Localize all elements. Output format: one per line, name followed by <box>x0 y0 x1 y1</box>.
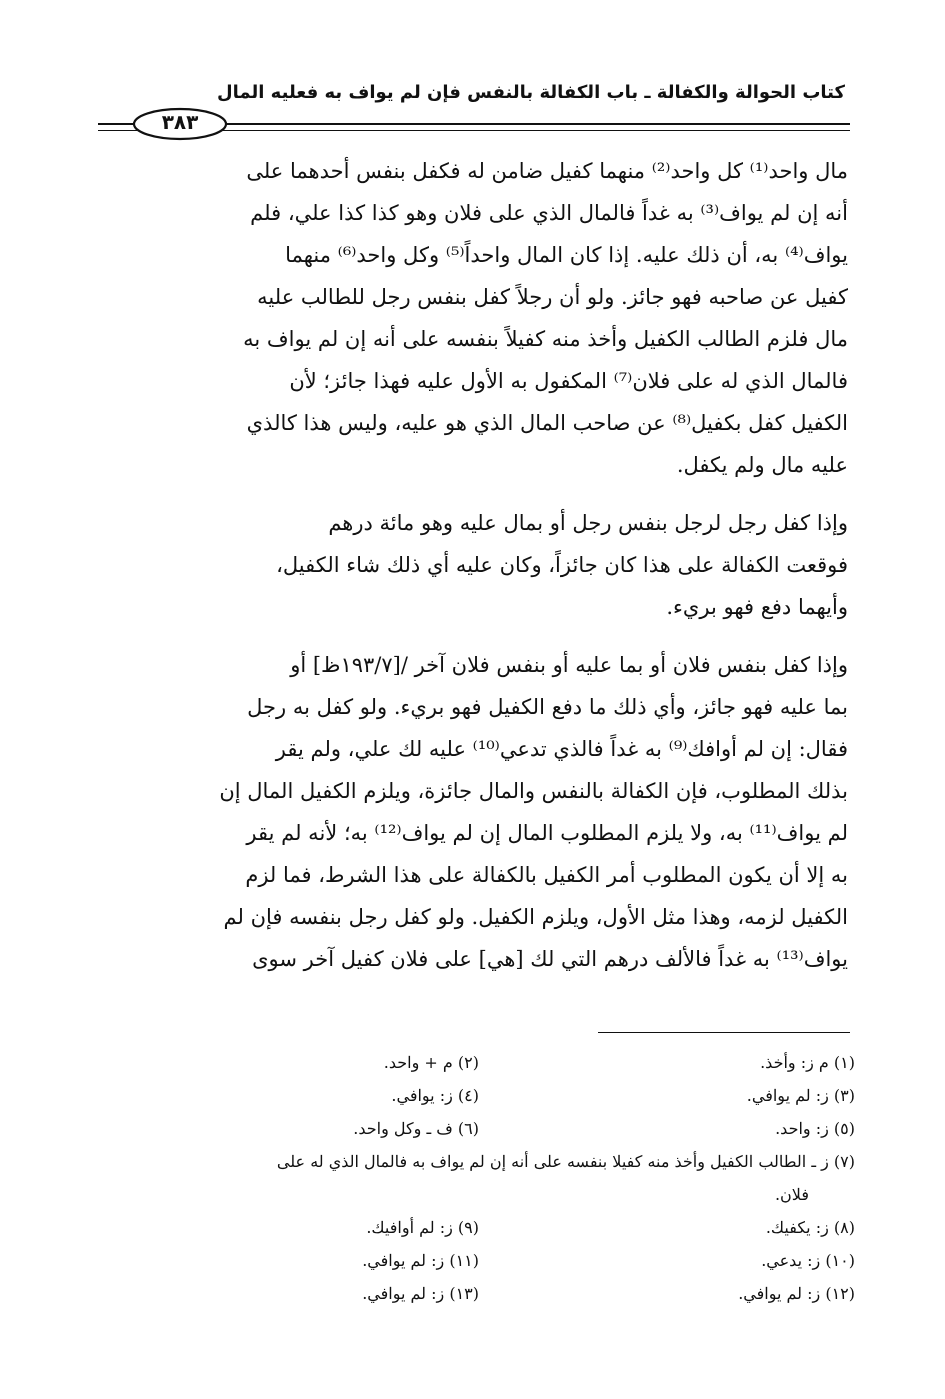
text-line: كفيل عن صاحبه فهو جائز. ولو أن رجلاً كفل بنفس رجل للطالب عليه <box>257 285 848 309</box>
running-header-title: كتاب الحوالة والكفالة ـ باب الكفالة بالنفس فإن لم يواف به فعليه المال <box>217 82 845 103</box>
footnote: (٨) ز: يكفيك. <box>765 1218 855 1237</box>
text-line: وإذا كفل بنفس فلان أو بما عليه أو بنفس فلان آخر /[١٩٣/٧ظ] أو <box>290 653 848 677</box>
footnote: (١١) ز: لم يوافي. <box>362 1251 479 1270</box>
text-line: فقال: إن لم أوافك⁽⁹⁾ به غداً فالذي تدعي⁽¹⁰⁾ عليه لك علي، ولم يقر <box>275 737 848 761</box>
text-line: مال فلزم الطالب الكفيل وأخذ منه كفيلاً بنفسه على أنه إن لم يواف به <box>243 327 848 351</box>
text-line: يواف⁽⁴⁾ به، أن ذلك عليه. إذا كان المال واحداً⁽⁵⁾ وكل واحد⁽⁶⁾ منهما <box>285 243 848 267</box>
footnote: (٥) ز: واحد. <box>775 1119 855 1138</box>
footnotes <box>103 1046 855 1310</box>
footnote-separator <box>598 1032 850 1033</box>
footnote: (١٢) ز: لم يوافي. <box>738 1284 855 1303</box>
footnote: (٦) ف ـ وكل واحد. <box>353 1119 479 1138</box>
footnote: (١٠) ز: يدعي. <box>761 1251 855 1270</box>
page-number: ٣٨٣ <box>161 110 199 134</box>
text-line: به إلا أن يكون المطلوب أمر الكفيل بالكفالة على هذا الشرط، فما لزم <box>245 863 848 887</box>
footnote-continuation: فلان. <box>774 1185 809 1204</box>
footnote-row <box>103 1244 855 1277</box>
paragraph <box>103 644 848 980</box>
text-line: يواف⁽¹³⁾ به غداً فالألف درهم التي لك [هي] على فلان كفيل آخر سوى <box>252 947 848 971</box>
footnote-row <box>103 1046 855 1079</box>
text-line: لم يواف⁽¹¹⁾ به، ولا يلزم المطلوب المال إن لم يواف⁽¹²⁾ به؛ لأنه لم يقر <box>246 821 848 845</box>
footnote: (٤) ز: يوافي. <box>391 1086 479 1105</box>
text-line: عليه مال ولم يكفل. <box>676 453 848 477</box>
main-text <box>103 150 848 980</box>
paragraph <box>103 502 848 628</box>
footnote: (١) م ز: وأخذ. <box>760 1053 855 1072</box>
text-line: فالمال الذي له على فلان⁽⁷⁾ المكفول به الأول عليه فهذا جائز؛ لأن <box>289 369 848 393</box>
footnote: (٣) ز: لم يوافي. <box>746 1086 855 1105</box>
footnote: (٩) ز: لم أوافيك. <box>366 1218 479 1237</box>
text-line: بذلك المطلوب، فإن الكفالة بالنفس والمال جائزة، ويلزم الكفيل المال إن <box>219 779 848 803</box>
footnote: (٧) ز ـ الطالب الكفيل وأخذ منه كفيلا بنفسه على أنه إن لم يواف به فالمال الذي له على <box>276 1152 855 1171</box>
text-line: مال واحد⁽¹⁾ كل واحد⁽²⁾ منهما كفيل ضامن له فكفل بنفس أحدهما على <box>246 159 848 183</box>
text-line: الكفيل لزمه، وهذا مثل الأول، ويلزم الكفيل. ولو كفل رجل بنفسه فإن لم <box>223 905 848 929</box>
text-line: الكفيل كفل بكفيل⁽⁸⁾ عن صاحب المال الذي هو عليه، وليس هذا كالذي <box>246 411 848 435</box>
footnote: (٢) م + واحد. <box>383 1053 479 1072</box>
text-line: أنه إن لم يواف⁽³⁾ به غداً فالمال الذي على فلان وهو كذا كذا علي، فلم <box>250 201 848 225</box>
footnote-row <box>103 1178 855 1211</box>
footnote-row <box>103 1277 855 1310</box>
footnote: (١٣) ز: لم يوافي. <box>362 1284 479 1303</box>
text-line: فوقعت الكفالة على هذا كان جائزاً، وكان عليه أي ذلك شاء الكفيل، <box>276 553 848 577</box>
text-line: وأيهما دفع فهو بريء. <box>666 595 848 619</box>
text-line: وإذا كفل رجل لرجل بنفس رجل أو بمال عليه وهو مائة درهم <box>328 511 848 535</box>
footnote-row <box>103 1145 855 1178</box>
page-number-badge <box>130 104 230 144</box>
text-line: بما عليه فهو جائز، وأي ذلك ما دفع الكفيل فهو بريء. ولو كفل به رجل <box>247 695 848 719</box>
paragraph <box>103 150 848 486</box>
footnote-row <box>103 1079 855 1112</box>
footnote-row <box>103 1112 855 1145</box>
footnote-row <box>103 1211 855 1244</box>
